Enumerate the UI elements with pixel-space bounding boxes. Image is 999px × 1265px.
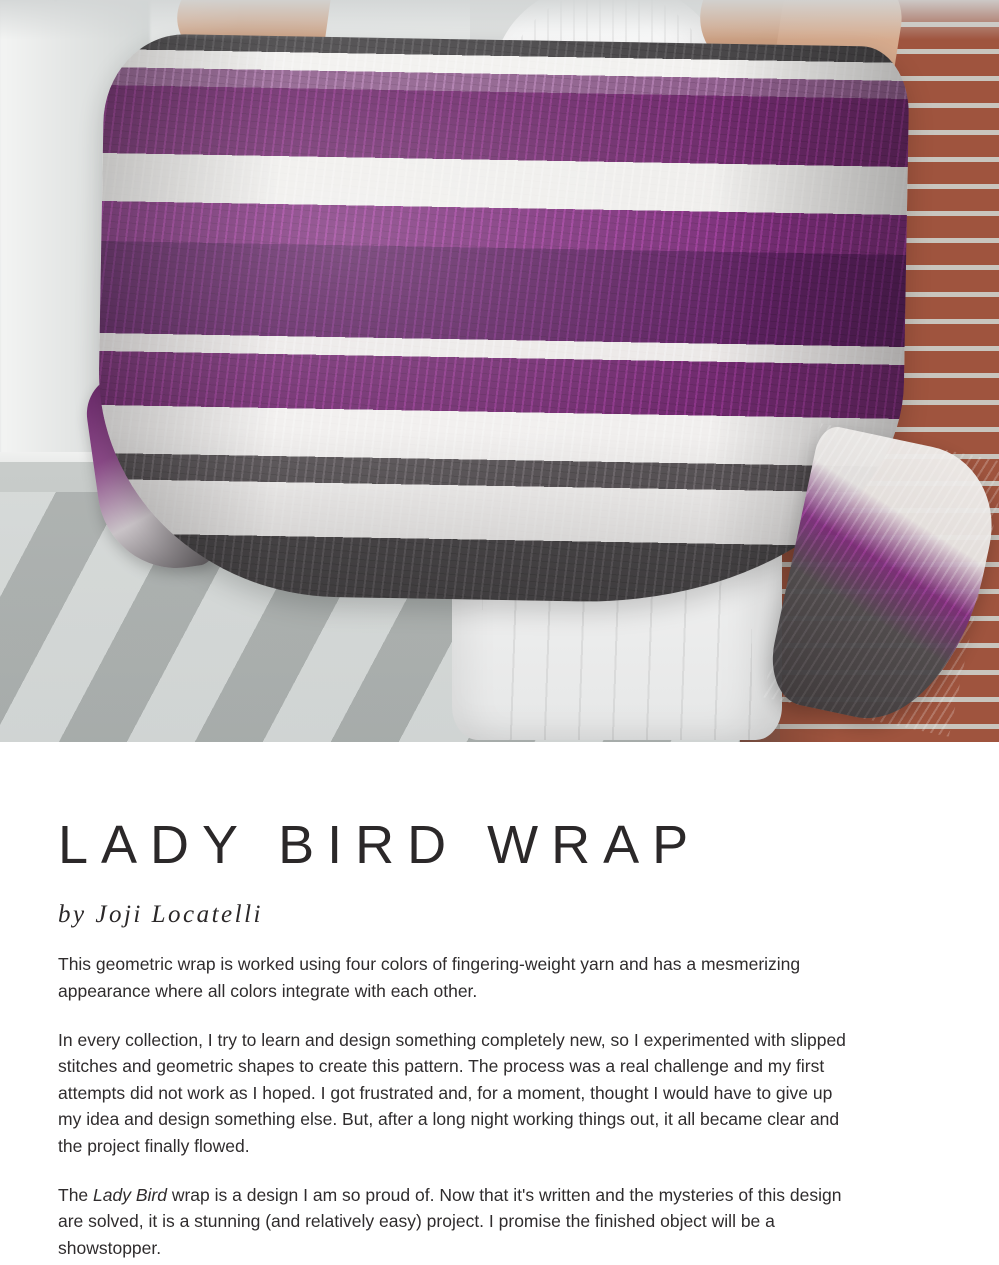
closing-before: The <box>58 1184 94 1205</box>
closing-paragraph <box>58 1182 858 1262</box>
shawl-shading <box>95 33 910 607</box>
intro-paragraph: This geometric wrap is worked using four colors of fingering-weight yarn and has a mesmerizing appearance where all colors integrate with each other. <box>58 954 801 1001</box>
page-title: LADY BIRD WRAP <box>58 815 702 875</box>
byline: by Joji Locatelli <box>58 901 263 929</box>
closing-after: wrap is a design I am so proud of. Now that it's written and the mysteries of this design are solved, it is a stunning (and relatively easy) project. I promise the finished object will be a showstopper. <box>58 1184 842 1258</box>
lady-bird-wrap-garment <box>100 40 905 720</box>
story-paragraph: In every collection, I try to learn and design something completely new, so I experimented with slipped stitches and geometric shapes to create this pattern. The process was a real challenge and my first attempts did not work as I hoped. I got frustrated and, for a moment, thought I would have to give up my idea and design something else. But, after a long night working things out, it all became clear and the project finally flowed. <box>58 1029 846 1156</box>
article-content <box>0 816 999 1261</box>
closing-italic-title: Lady Bird <box>93 1184 167 1205</box>
shawl-body <box>95 33 910 607</box>
